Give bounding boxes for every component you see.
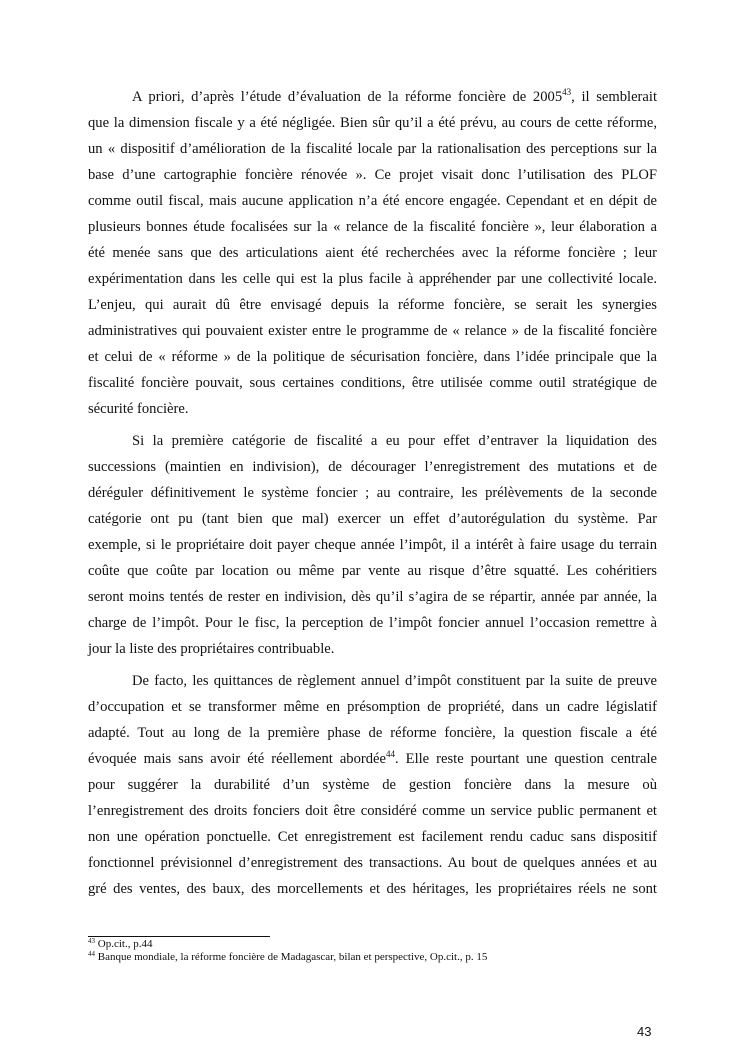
- text-line: [88, 396, 657, 422]
- line-text: Si la première catégorie de fiscalité a eu pour effet d’entraver la liquidation des: [132, 433, 657, 449]
- page-number: 43: [637, 1024, 652, 1039]
- text-line: [88, 584, 657, 610]
- text-line: [88, 162, 657, 188]
- text-line: [88, 188, 657, 214]
- text-line: [88, 110, 657, 136]
- text-line: [88, 428, 657, 454]
- footnote-number: 43: [88, 937, 95, 945]
- line-text: l’enregistrement des droits fonciers doit être considéré comme un service public permanent et: [88, 803, 657, 819]
- paragraph: [88, 84, 657, 422]
- text-line: [88, 772, 657, 798]
- line-text: que la dimension fiscale y a été négligée. Bien sûr qu’il a été prévu, au cours de cette réforme,: [88, 115, 657, 131]
- line-text: pour suggérer la durabilité d’un système de gestion foncière dans la mesure où: [88, 777, 657, 793]
- line-text: catégorie ont pu (tant bien que mal) exercer un effet d’autorégulation du système. Par: [88, 511, 657, 527]
- footnote-text: Banque mondiale, la réforme foncière de Madagascar, bilan et perspective, Op.cit., p. 15: [95, 951, 488, 963]
- text-line: [88, 532, 657, 558]
- footnote-text: Op.cit., p.44: [95, 938, 153, 950]
- line-text: plusieurs bonnes étude focalisées sur la « relance de la fiscalité foncière », leur élaboration a: [88, 219, 657, 235]
- text-line: [88, 558, 657, 584]
- text-line: [88, 266, 657, 292]
- text-line: [88, 720, 657, 746]
- line-text: gré des ventes, des baux, des morcellements et des héritages, les propriétaires réels ne sont: [88, 881, 657, 897]
- footnote-reference[interactable]: 43: [562, 87, 572, 97]
- footnote-separator: [88, 936, 270, 937]
- text-line: [88, 454, 657, 480]
- paragraph: [88, 428, 657, 662]
- text-line: [88, 344, 657, 370]
- line-text: De facto, les quittances de règlement annuel d’impôt constituent par la suite de preuve: [132, 673, 657, 689]
- line-text: , il semblerait: [571, 89, 657, 105]
- text-line: [88, 610, 657, 636]
- line-text: un « dispositif d’amélioration de la fiscalité locale par la rationalisation des perceptions sur la: [88, 141, 657, 157]
- footnote: [88, 951, 487, 964]
- line-text: jour la liste des propriétaires contribuable.: [88, 641, 335, 657]
- line-text: seront moins tentés de rester en indivision, dès qu’il s’agira de se répartir, année par année, la: [88, 589, 657, 605]
- paragraph: [88, 668, 657, 902]
- text-line: [88, 480, 657, 506]
- line-text: adapté. Tout au long de la première phase de réforme foncière, la question fiscale a été: [88, 725, 657, 741]
- text-line: [88, 506, 657, 532]
- text-line: [88, 214, 657, 240]
- text-line: [88, 746, 657, 772]
- text-line: [88, 668, 657, 694]
- text-line: [88, 292, 657, 318]
- line-text: comme outil fiscal, mais aucune application n’a été encore engagée. Cependant et en dépit de: [88, 193, 657, 209]
- line-text: non une opération ponctuelle. Cet enregistrement est facilement rendu caduc sans dispositif: [88, 829, 657, 845]
- line-text: coûte que coûte par location ou même par vente au risque d’être squatté. Les cohéritiers: [88, 563, 657, 579]
- text-line: [88, 240, 657, 266]
- footnotes: [88, 938, 487, 964]
- text-line: [88, 694, 657, 720]
- line-text: administratives qui pouvaient exister entre le programme de « relance » de la fiscalité foncière: [88, 323, 657, 339]
- line-text: A priori, d’après l’étude d’évaluation de la réforme foncière de 2005: [132, 89, 563, 105]
- line-text: et celui de « réforme » de la politique de sécurisation foncière, dans l’idée principale que la: [88, 349, 657, 365]
- footnote: [88, 938, 487, 951]
- body-text: [88, 84, 657, 908]
- line-text: évoquée mais sans avoir été réellement abordée: [88, 751, 387, 767]
- line-text: base d’une cartographie foncière rénovée ». Ce projet visait donc l’utilisation des PLOF: [88, 167, 657, 183]
- text-line: [88, 84, 657, 110]
- line-text: fonctionnel prévisionnel d’enregistrement des transactions. Au bout de quelques années et au: [88, 855, 657, 871]
- footnote-reference[interactable]: 44: [386, 749, 396, 759]
- line-text: déréguler définitivement le système foncier ; au contraire, les prélèvements de la seconde: [88, 485, 657, 501]
- line-text: . Elle reste pourtant une question centrale: [395, 751, 657, 767]
- text-line: [88, 798, 657, 824]
- text-line: [88, 136, 657, 162]
- footnote-number: 44: [88, 950, 95, 958]
- line-text: successions (maintien en indivision), de décourager l’enregistrement des mutations et de: [88, 459, 657, 475]
- text-line: [88, 636, 657, 662]
- text-line: [88, 370, 657, 396]
- line-text: L’enjeu, qui aurait dû être envisagé depuis la réforme foncière, se serait les synergies: [88, 297, 657, 313]
- line-text: expérimentation dans les celle qui est la plus facile à appréhender par une collectivité locale.: [88, 271, 657, 287]
- line-text: fiscalité foncière pouvait, sous certaines conditions, être utilisée comme outil stratégique de: [88, 375, 657, 391]
- text-line: [88, 318, 657, 344]
- text-line: [88, 824, 657, 850]
- line-text: sécurité foncière.: [88, 401, 189, 417]
- line-text: été menée sans que des articulations aient été recherchées avec la réforme foncière ; leur: [88, 245, 657, 261]
- text-line: [88, 850, 657, 876]
- line-text: exemple, si le propriétaire doit payer cheque année l’impôt, il a intérêt à faire usage du terrain: [88, 537, 657, 553]
- line-text: charge de l’impôt. Pour le fisc, la perception de l’impôt foncier annuel l’occasion remettre à: [88, 615, 657, 631]
- line-text: d’occupation et se transformer même en présomption de propriété, dans un cadre législatif: [88, 699, 657, 715]
- text-line: [88, 876, 657, 902]
